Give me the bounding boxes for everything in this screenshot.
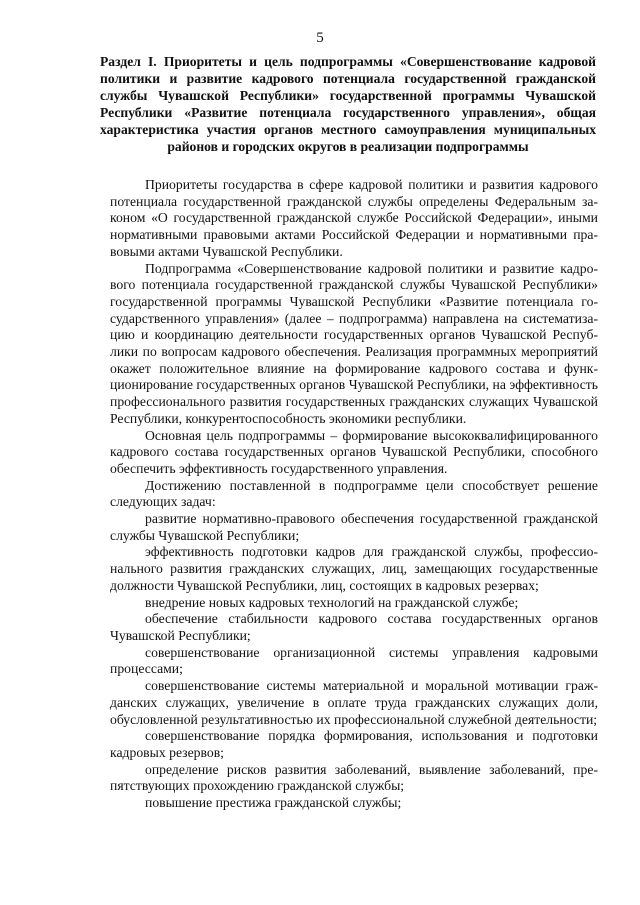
paragraph-main-goal: Основная цель подпрограммы – формирование высококвалифицированного кадрового состава государственных органов Чувашской Республики, способного обеспечить эффективность государственного управления. <box>110 427 598 476</box>
task-item: внедрение новых кадровых технологий на гражданской службе; <box>145 594 519 610</box>
task-item: определение рисков развития заболеваний, выявление заболеваний, препятствующих прохождению гражданской службы; <box>110 761 598 794</box>
paragraph-subprogram: Подпрограмма «Совершенствование кадровой политики и развитие кадрового потенциала государственной гражданской службы Чувашской Республики» государственной программы Чувашской Республики «Развитие потенциала государственного управления» (далее – подпрограмма) направлена на систематизацию и координацию деятельности государственных органов Чувашской Республики по вопросам кадрового обеспечения. Реализация программных мероприятий окажет положительное влияние на формирование кадрового состава и функционирование государственных органов Чувашской Республики, на эффективность профессионального развития государственных гражданских служащих Чувашской Республики, конкурентоспособность экономики республики. <box>110 260 598 426</box>
task-item: обеспечение стабильности кадрового состава государственных органов Чувашской Республики; <box>110 611 598 643</box>
task-item: развитие нормативно-правового обеспечения государственной гражданской службы Чувашской Республики; <box>110 511 598 543</box>
task-item: эффективность подготовки кадров для гражданской службы, профессионального развития гражданских служащих, лиц, замещающих государственные должности Чувашской Республики, лиц, состоящих в кадровых резервах; <box>110 544 598 593</box>
task-item: совершенствование порядка формирования, использования и подготовки кадровых резервов; <box>110 728 598 760</box>
paragraph-priorities: Приоритеты государства в сфере кадровой политики и развития кадрового потенциала государственной гражданской службы определены Федеральным законом «О государственной гражданской службе Российской Федерации», иными нормативными правовыми актами Российской Федерации и нормативными правовыми актами Чувашской Республики. <box>110 177 598 259</box>
paragraph-tasks-intro: Достижению поставленной в подпрограмме цели способствует решение следующих задач: <box>110 477 598 510</box>
task-item: совершенствование системы материальной и моральной мотивации гражданских служащих, увеличение в оплате труда гражданских служащих доли, обусловленной результативностью их профессиональной служебной деятельности; <box>110 678 598 727</box>
page-number: 5 <box>316 30 324 46</box>
task-item: совершенствование организационной системы управления кадровыми процессами; <box>110 644 598 677</box>
task-item: повышение престижа гражданской службы; <box>145 795 402 811</box>
section-heading: Раздел I. Приоритеты и цель подпрограммы «Совершенствование кадровой политики и развитие кадрового потенциала государственной гражданской службы Чувашской Республики» государственной программы Чувашской Республики «Развитие потенциала государственного управления», общая характеристика участия органов местного самоуправления муниципальных районов и городских округов в реализации подпрограммы <box>100 54 596 154</box>
document-body <box>110 177 598 812</box>
